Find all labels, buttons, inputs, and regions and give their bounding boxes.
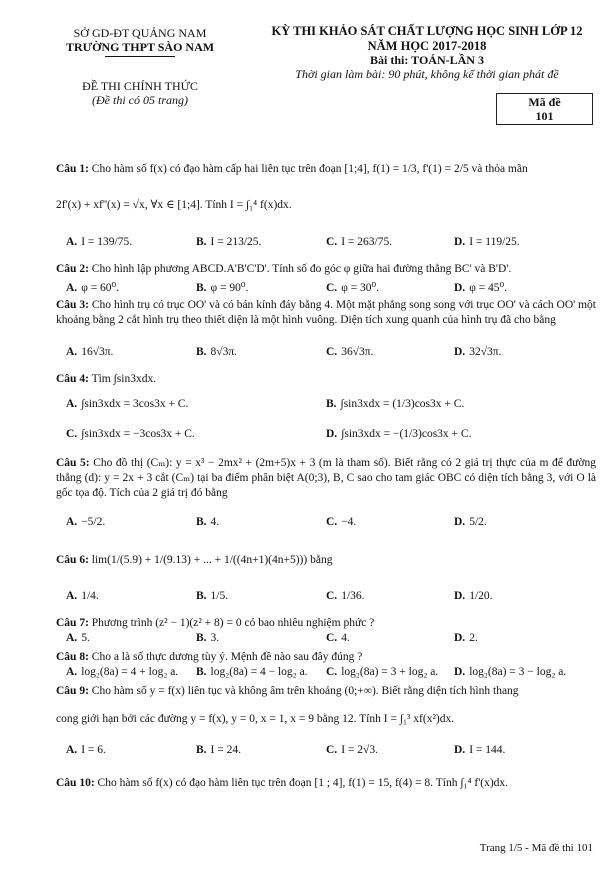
question-1-line2	[56, 198, 596, 213]
time-note: Thời gian làm bài: 90 phút, không kể thời gian phát đề	[295, 67, 559, 81]
question-3: Câu 3: Cho hình trụ có trục OO' và có bán kính đáy bằng 4. Một mặt phẳng song song với trục OO' và cách OO' một khoảng bằng 2 cắt hình trụ theo thiết diện là một hình vuông. Diện tích xung quanh của hình trụ đã cho bằng	[56, 299, 597, 326]
question-text-2: 2f'(x) + xf''(x) = √x, ∀x ∈ [1;4]. Tính I = ∫₁⁴ f(x)dx.	[56, 199, 292, 211]
department-name: SỞ GD-ĐT QUẢNG NAM	[73, 26, 207, 40]
option-d: D. I = 144.	[454, 744, 506, 756]
question-8-options	[56, 666, 596, 682]
option-c: C. −4.	[326, 516, 357, 528]
question-10: Câu 10: Cho hàm số f(x) có đạo hàm liên tục trên đoạn [1 ; 4], f(1) = 15, f(4) = 8. Tính ∫₁⁴ f'(x)dx.	[56, 777, 509, 789]
question-4: Câu 4: Tìm ∫sin3xdx.	[56, 373, 157, 385]
question-5-options	[56, 516, 596, 532]
header-right	[252, 24, 602, 81]
option-b: B. ∫sin3xdx = (1/3)cos3x + C.	[326, 398, 465, 410]
question-label: Câu 1:	[56, 163, 89, 175]
official-label: ĐỀ THI CHÍNH THỨC	[82, 79, 198, 93]
question-9-options	[56, 744, 596, 760]
option-c: C. 1/36.	[326, 590, 365, 602]
option-d: D. 1/20.	[454, 590, 493, 602]
option-a: A. ∫sin3xdx = 3cos3x + C.	[66, 398, 189, 410]
option-d: D. 2.	[454, 632, 478, 644]
option-c: C. 4.	[326, 632, 350, 644]
question-7: Câu 7: Phương trình (z² − 1)(z² + 8) = 0 có bao nhiêu nghiệm phức ?	[56, 617, 375, 629]
question-2-options	[56, 280, 596, 296]
question-9-line2: cong giới hạn bởi các đường y = f(x), y = 0, x = 1, x = 9 bằng 12. Tính I = ∫₁³ xf(x²)dx.	[56, 713, 455, 725]
header-left	[40, 26, 240, 107]
option-b: B. log₂(8a) = 4 − log₂ a.	[196, 666, 308, 678]
exam-code-value: 101	[535, 109, 554, 123]
option-b: B. 8√3π.	[196, 346, 238, 358]
option-a: A. log₂(8a) = 4 + log₂ a.	[66, 666, 179, 678]
question-4-options-row2	[56, 428, 596, 444]
option-a: A. −5/2.	[66, 516, 106, 528]
option-c: C. log₂(8a) = 3 + log₂ a.	[326, 666, 439, 678]
option-d: D. φ = 45⁰.	[454, 282, 508, 294]
option-a: A. I = 6.	[66, 744, 106, 756]
pages-note: (Đề thi có 05 trang)	[92, 93, 188, 107]
option-d: D. 32√3π.	[454, 346, 502, 358]
option-a: A. 1/4.	[66, 590, 99, 602]
page-footer: Trang 1/5 - Mã đề thi 101	[479, 842, 593, 854]
option-b: B. φ = 90⁰.	[196, 282, 249, 294]
header-underline	[105, 56, 175, 57]
question-9: Câu 9: Cho hàm số y = f(x) liên tục và không âm trên khoảng (0;+∞). Biết rằng diện tích hình thang	[56, 685, 519, 697]
option-d: D. log₂(8a) = 3 − log₂ a.	[454, 666, 567, 678]
subject-label: Bài thi: TOÁN-LẦN 3	[370, 53, 484, 67]
question-3-options	[56, 346, 596, 362]
question-6: Câu 6: lim(1/(5.9) + 1/(9.13) + ... + 1/((4n+1)(4n+5))) bằng	[56, 554, 333, 566]
question-1-options	[56, 236, 596, 252]
option-a: A. I = 139/75.	[66, 236, 133, 248]
option-b: B. I = 24.	[196, 744, 241, 756]
option-c: C. φ = 30⁰.	[326, 282, 380, 294]
option-b: B. 4.	[196, 516, 220, 528]
school-year: NĂM HỌC 2017-2018	[367, 39, 487, 53]
exam-code-label: Mã đề	[528, 95, 561, 109]
question-2: Câu 2: Cho hình lập phương ABCD.A'B'C'D'. Tính số đo góc φ giữa hai đường thẳng BC' và B'D'.	[56, 263, 512, 275]
question-4-options-row1	[56, 398, 596, 414]
option-d: D. I = 119/25.	[454, 236, 520, 248]
school-name: TRƯỜNG THPT SÀO NAM	[65, 40, 215, 54]
option-c: C. ∫sin3xdx = −3cos3x + C.	[66, 428, 195, 440]
option-d: D. ∫sin3xdx = −(1/3)cos3x + C.	[326, 428, 472, 440]
question-5: Câu 5: Cho đồ thị (Cₘ): y = x³ − 2mx² + (2m+5)x + 3 (m là tham số). Biết rằng có 2 giá trị thực của m để đường thẳng (d): y = 2x + 3 cắt (Cₘ) tại ba điểm phân biệt A(0;3), B, C sao cho tam giác OBC có diện tích bằng 3, với O là gốc tọa độ. Tích của 2 giá trị đó bằng	[56, 457, 597, 499]
option-b: B. 1/5.	[196, 590, 229, 602]
question-8: Câu 8: Cho a là số thực dương tùy ý. Mệnh đề nào sau đây đúng ?	[56, 651, 363, 663]
exam-title: KỲ THI KHẢO SÁT CHẤT LƯỢNG HỌC SINH LỚP 12	[271, 24, 583, 38]
option-c: C. I = 2√3.	[326, 744, 378, 756]
option-a: A. 16√3π.	[66, 346, 114, 358]
option-a: A. 5.	[66, 632, 90, 644]
question-7-options	[56, 632, 596, 648]
option-c: C. 36√3π.	[326, 346, 374, 358]
option-b: B. 3.	[196, 632, 220, 644]
question-6-options	[56, 590, 596, 606]
exam-code-box	[496, 93, 593, 125]
option-a: A. φ = 60⁰.	[66, 282, 120, 294]
question-text: Cho hàm số f(x) có đạo hàm cấp hai liên tục trên đoạn [1;4], f(1) = 1/3, f'(1) = 2/5 và thỏa mãn	[91, 163, 528, 175]
option-d: D. 5/2.	[454, 516, 487, 528]
question-1	[56, 162, 596, 177]
option-b: B. I = 213/25.	[196, 236, 262, 248]
option-c: C. I = 263/75.	[326, 236, 393, 248]
